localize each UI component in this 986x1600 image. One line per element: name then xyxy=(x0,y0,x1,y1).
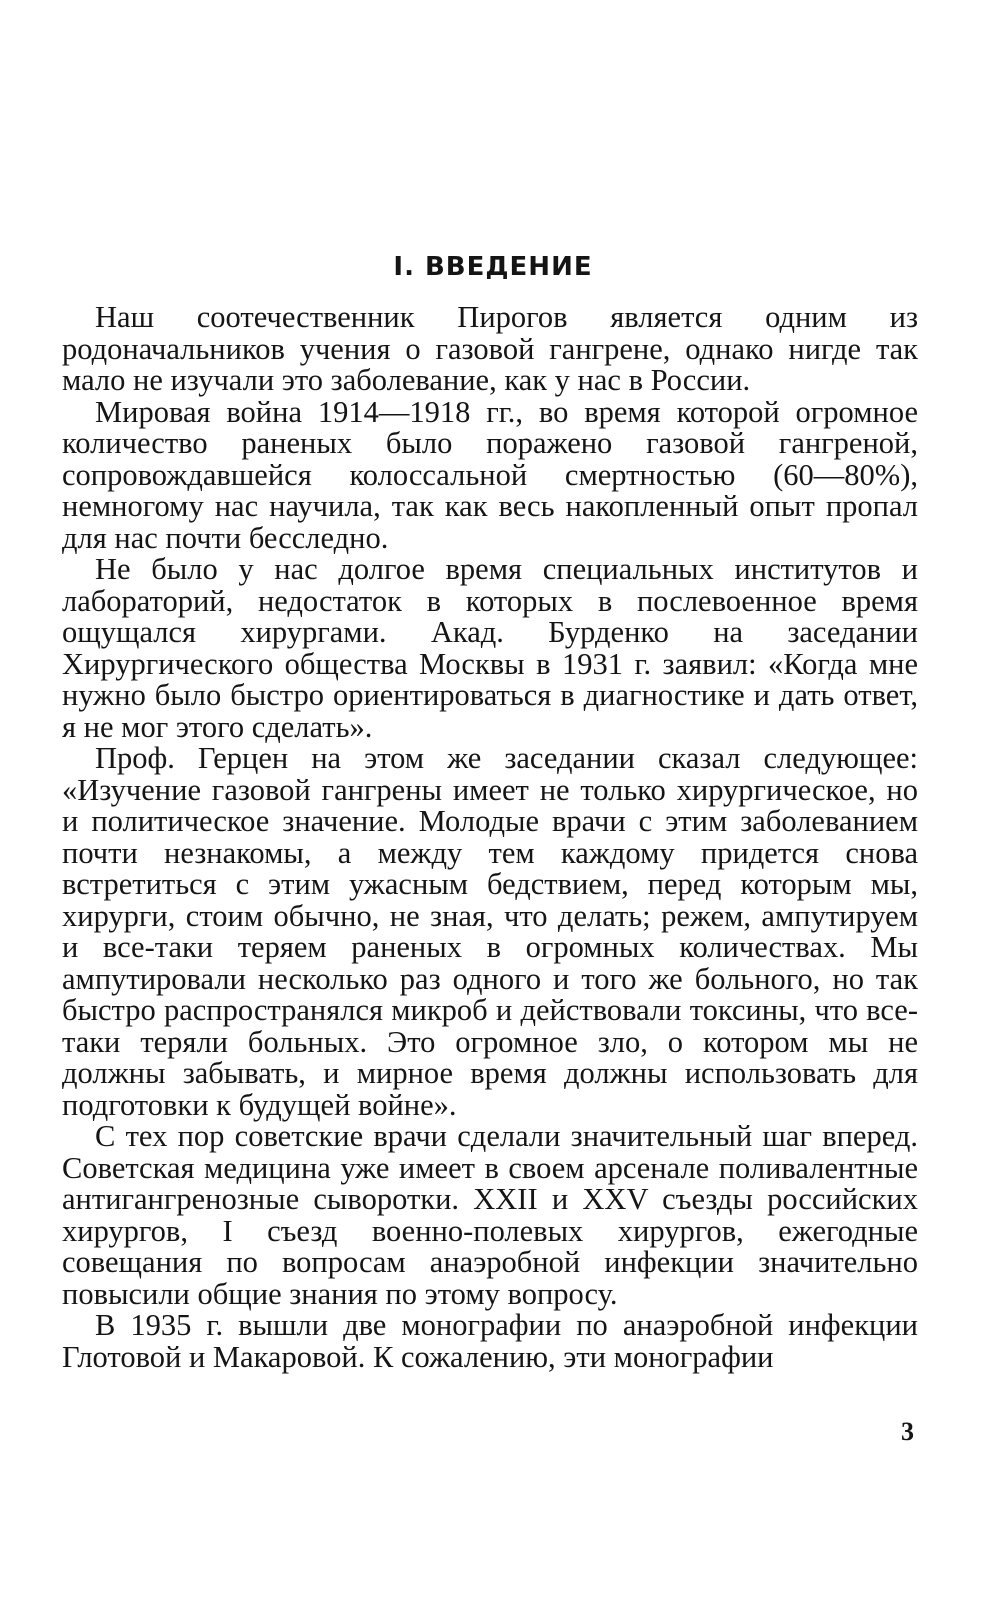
body-text xyxy=(62,302,918,1373)
paragraph-3: Не было у нас долгое время специальных институтов и лабораторий, недостаток в которых в послевоенное время ощущался хирургами. Акад. Бурденко на заседании Хирургического общества Москвы в 1931 г. заявил: «Когда мне нужно было быстро ориентироваться в диагностике и дать ответ, я не мог этого сделать». xyxy=(62,552,918,744)
page-number: 3 xyxy=(901,1417,914,1446)
paragraph-5: С тех пор советские врачи сделали значительный шаг вперед. Советская медицина уже имеет в своем арсенале поливалентные антигангренозные сыворотки. XXII и XXV съезды российских хирургов, I съезд военно-полевых хирургов, ежегодные совещания по вопросам анаэробной инфекции значительно повысили общие знания по этому вопросу. xyxy=(62,1119,918,1311)
paragraph-4: Проф. Герцен на этом же заседании сказал следующее: «Изучение газовой гангрены имеет не только хирургическое, но и политическое значение. Молодые врачи с этим заболеванием почти незнакомы, а между тем каждому придется снова встретиться с этим ужасным бедствием, перед которым мы, хирурги, стоим обычно, не зная, что делать; режем, ампутируем и все-таки теряем раненых в огромных количествах. Мы ампутировали несколько раз одного и того же больного, но так быстро распространялся микроб и действовали токсины, что все-таки теряли больных. Это огромное зло, о котором мы не должны забывать, и мирное время должны использовать для подготовки к будущей войне». xyxy=(62,741,918,1122)
chapter-heading: I. ВВЕДЕНИЕ xyxy=(393,252,593,282)
paragraph-6: В 1935 г. вышли две монографии по анаэробной инфекции Глотовой и Макаровой. К сожалению, эти монографии xyxy=(62,1308,918,1374)
paragraph-1: Наш соотечественник Пирогов является одним из родоначальников учения о газовой гангрене, однако нигде так мало не изучали это заболевание, как у нас в России. xyxy=(62,300,918,397)
paragraph-2: Мировая война 1914—1918 гг., во время которой огромное количество раненых было поражено газовой гангреной, сопровождавшейся колоссальной смертностью (60—80%), немногому нас научила, так как весь накопленный опыт пропал для нас почти бесследно. xyxy=(62,394,918,555)
